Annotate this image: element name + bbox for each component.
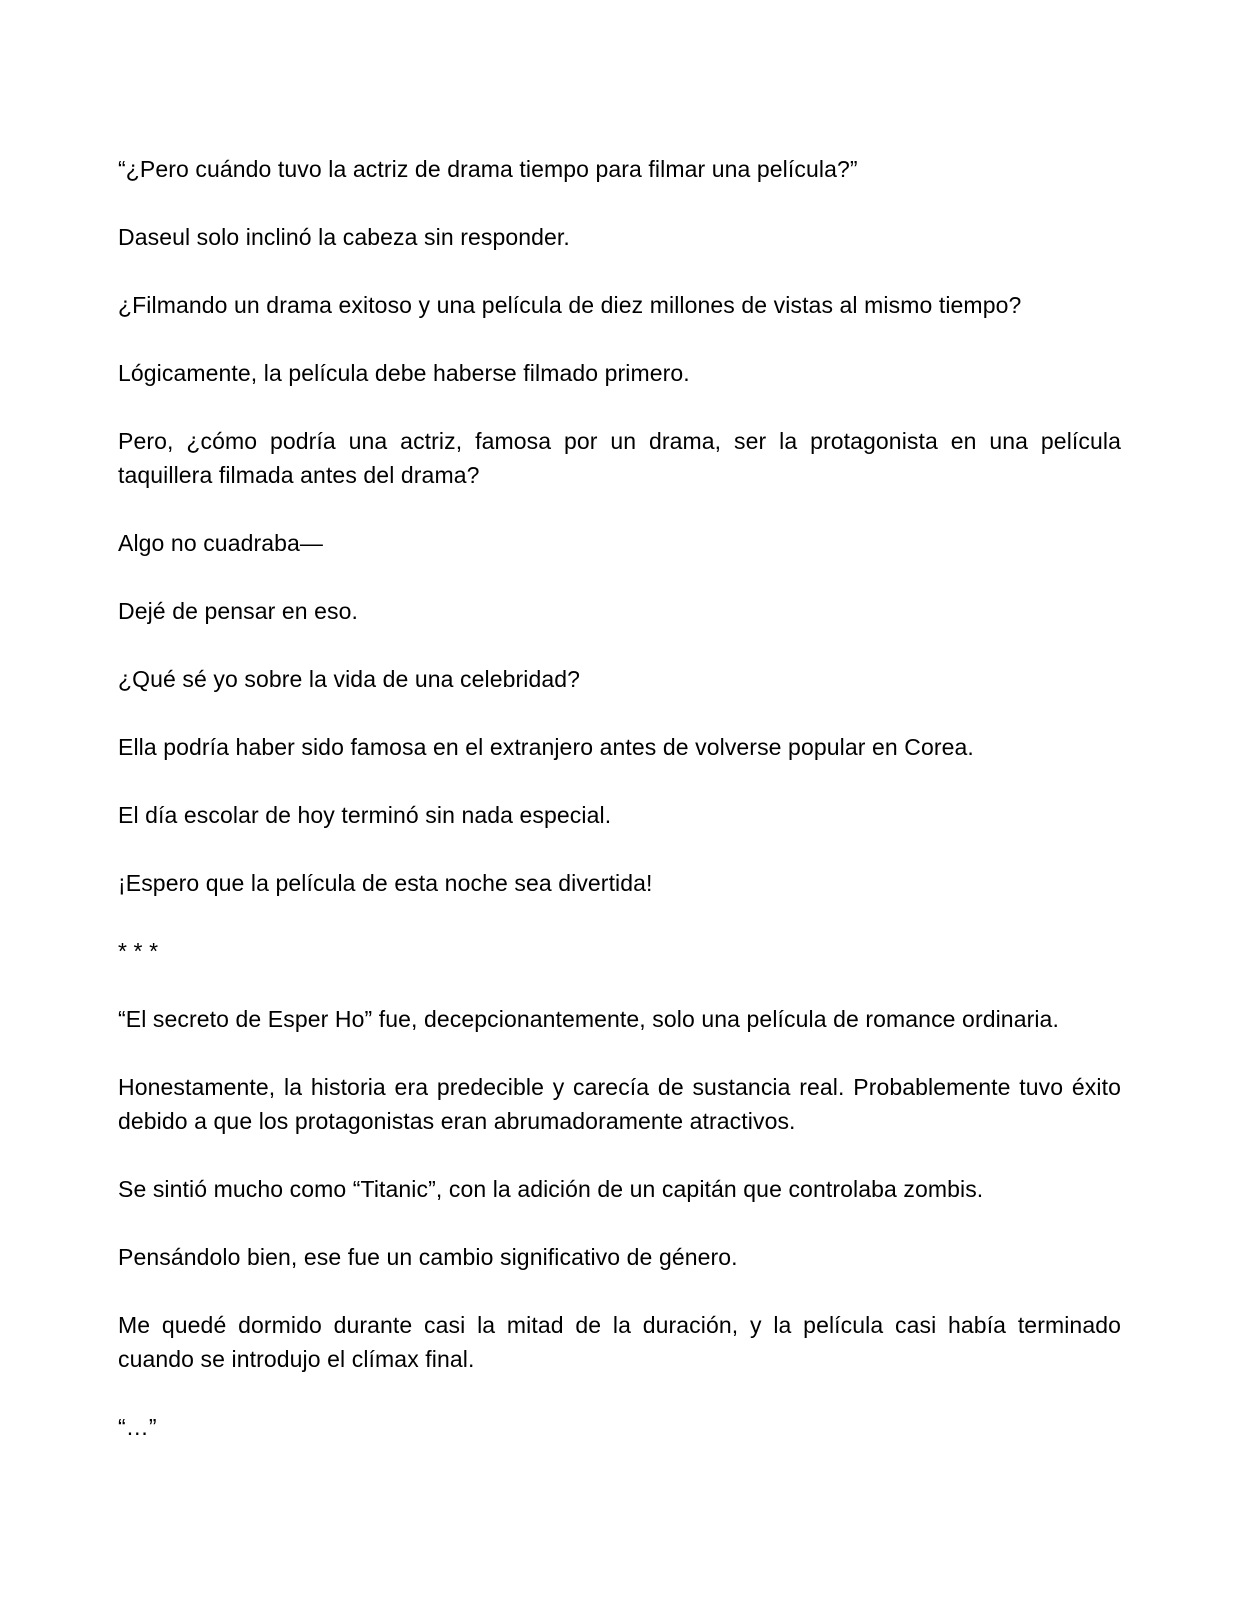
paragraph: Dejé de pensar en eso. [118,598,359,624]
paragraph: ¡Espero que la película de esta noche sea divertida! [118,870,653,896]
paragraph: Pero, ¿cómo podría una actriz, famosa por un drama, ser la protagonista en una película taquillera filmada antes del drama? [118,428,1121,488]
paragraph: “¿Pero cuándo tuvo la actriz de drama tiempo para filmar una película?” [118,156,858,182]
paragraph: Algo no cuadraba— [118,530,324,556]
paragraph: El día escolar de hoy terminó sin nada especial. [118,802,612,828]
paragraph: “…” [118,1414,157,1440]
paragraph: Ella podría haber sido famosa en el extranjero antes de volverse popular en Corea. [118,734,974,760]
scene-break: * * * [118,938,159,964]
paragraph: “El secreto de Esper Ho” fue, decepcionantemente, solo una película de romance ordinaria. [118,1006,1059,1032]
paragraph: ¿Qué sé yo sobre la vida de una celebridad? [118,666,581,692]
paragraph: Lógicamente, la película debe haberse filmado primero. [118,360,690,386]
paragraph: ¿Filmando un drama exitoso y una película de diez millones de vistas al mismo tiempo? [118,292,1022,318]
paragraph: Se sintió mucho como “Titanic”, con la adición de un capitán que controlaba zombis. [118,1176,984,1202]
paragraph: Honestamente, la historia era predecible y carecía de sustancia real. Probablemente tuvo éxito debido a que los protagonistas eran abrumadoramente atractivos. [118,1074,1121,1134]
paragraph: Pensándolo bien, ese fue un cambio significativo de género. [118,1244,738,1270]
paragraph: Me quedé dormido durante casi la mitad de la duración, y la película casi había terminado cuando se introdujo el clímax final. [118,1312,1121,1372]
document-body [118,152,1121,1478]
paragraph: Daseul solo inclinó la cabeza sin responder. [118,224,570,250]
